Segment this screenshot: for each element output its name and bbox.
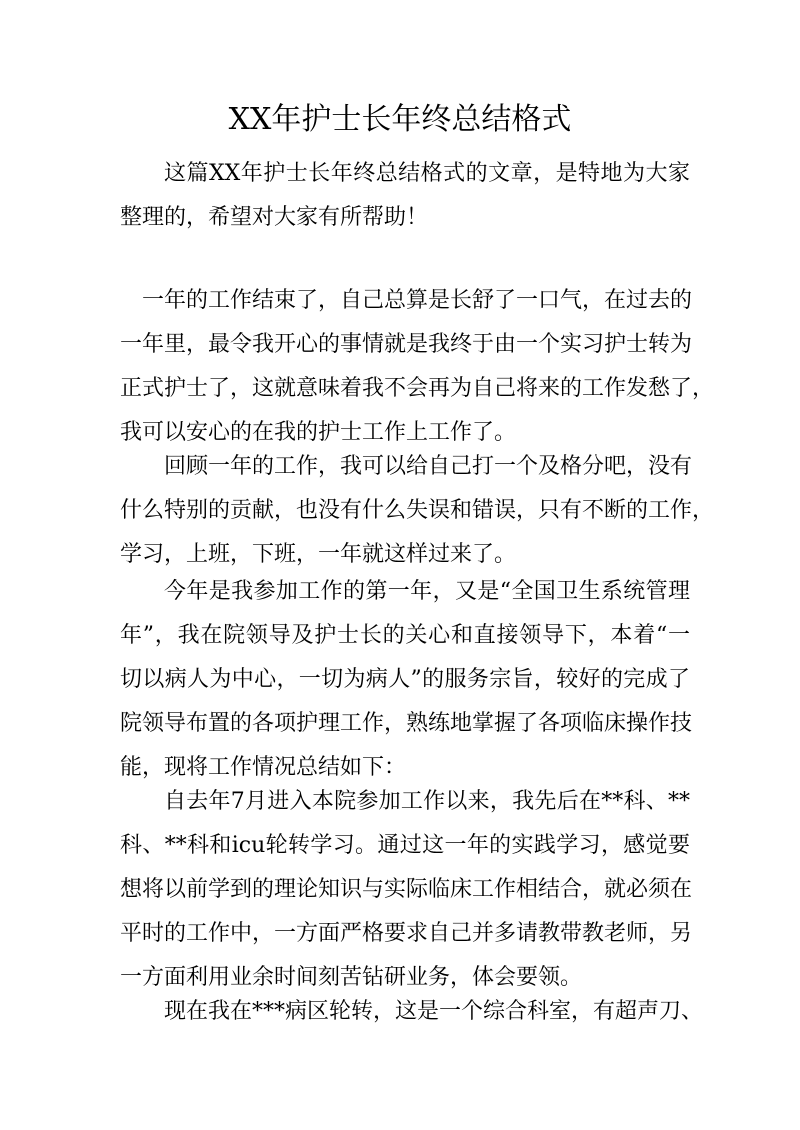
paragraph-intro xyxy=(120,152,690,240)
text-line: 平时的工作中，一方面严格要求自己并多请教带教老师，另 xyxy=(120,921,693,946)
text-line: 一年里，最令我开心的事情就是我终于由一个实习护士转为 xyxy=(120,332,693,357)
paragraph-body xyxy=(120,570,693,790)
text-line: 整理的，希望对大家有所帮助！ xyxy=(120,205,429,230)
paragraph-body xyxy=(120,279,715,455)
text-line: 我可以安心的在我的护士工作上工作了。 xyxy=(120,420,517,445)
text-line: 年”，我在院领导及护士长的关心和直接领导下，本着“一 xyxy=(120,623,690,648)
paragraph-body xyxy=(120,990,704,1034)
text-line: 今年是我参加工作的第一年，又是“全国卫生系统管理 xyxy=(164,579,690,604)
text-line: 回顾一年的工作，我可以给自己打一个及格分吧，没有 xyxy=(164,454,693,479)
document-title: XX年护士长年终总结格式 xyxy=(228,102,572,137)
text-line: 什么特别的贡献，也没有什么失误和错误，只有不断的工作， xyxy=(120,498,715,523)
text-line: 想将以前学到的理论知识与实际临床工作相结合，就必须在 xyxy=(120,877,693,902)
text-line: 科、**科和icu轮转学习。通过这一年的实践学习，感觉要 xyxy=(120,833,690,858)
text-line: 一方面利用业余时间刻苦钻研业务，体会要领。 xyxy=(120,965,583,990)
text-line: 自去年7月进入本院参加工作以来，我先后在**科、** xyxy=(164,789,690,814)
text-line: 一年的工作结束了，自己总算是长舒了一口气，在过去的 xyxy=(142,288,693,313)
text-line: 能，现将工作情况总结如下： xyxy=(120,755,407,780)
text-line: 现在我在***病区轮转，这是一个综合科室，有超声刀、 xyxy=(164,999,704,1024)
text-line: 切以病人为中心，一切为病人”的服务宗旨，较好的完成了 xyxy=(120,667,690,692)
text-line: 学习，上班，下班，一年就这样过来了。 xyxy=(120,542,517,567)
paragraph-body xyxy=(120,780,693,1000)
text-line: 院领导布置的各项护理工作，熟练地掌握了各项临床操作技 xyxy=(120,711,693,736)
text-line: 这篇XX年护士长年终总结格式的文章，是特地为大家 xyxy=(164,161,690,186)
text-line: 正式护士了，这就意味着我不会再为自己将来的工作发愁了， xyxy=(120,376,715,401)
paragraph-body xyxy=(120,445,715,577)
